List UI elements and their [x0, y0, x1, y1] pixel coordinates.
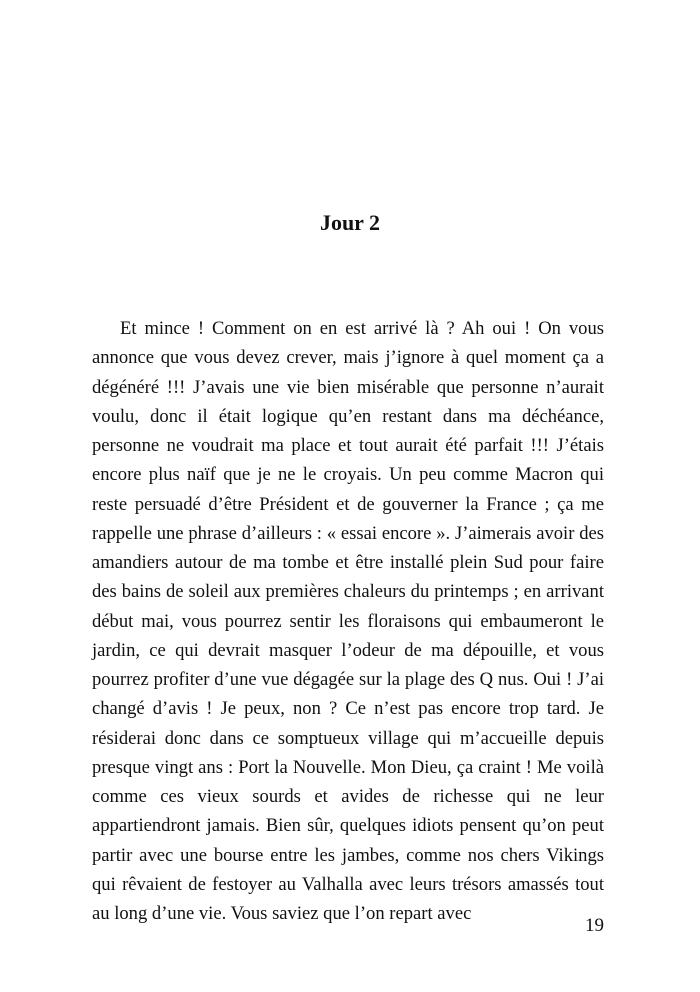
- chapter-title: Jour 2: [319, 210, 381, 235]
- body-paragraph: Et mince ! Comment on en est arrivé là ? Ah oui ! On vous annonce que vous devez crever, mais j’ignore à quel moment ça a dégénéré !!! J’avais une vie bien misérable que personne n’aurait voulu, donc il était logique qu’en restant dans ma déchéance, personne ne voudrait ma place et tout aurait été parfait !!! J’étais encore plus naïf que je ne le croyais. Un peu comme Macron qui reste persuadé d’être Président et de gouverner la France ; ça me rappelle une phrase d’ailleurs : « essai encore ». J’aimerais avoir des amandiers autour de ma tombe et être installé plein Sud pour faire des bains de soleil aux premières chaleurs du printemps ; en arrivant début mai, vous pourrez sentir les floraisons qui embaumeront le jardin, ce qui devrait masquer l’odeur de ma dépouille, et vous pourrez profiter d’une vue dégagée sur la plage des Q nus. Oui ! J’ai changé d’avis ! Je peux, non ? Ce n’est pas encore trop tard. Je résiderai donc dans ce somptueux village qui m’accueille depuis presque vingt ans : Port la Nouvelle. Mon Dieu, ça craint ! Me voilà comme ces vieux sourds et avides de richesse qui ne leur appartiendront jamais. Bien sûr, quelques idiots pensent qu’on peut partir avec une bourse entre les jambes, comme nos chers Vikings qui rêvaient de festoyer au Valhalla avec leurs trésors amassés tout au long d’une vie. Vous saviez que l’on repart avec: [92, 318, 604, 924]
- page-number: 19: [585, 915, 604, 936]
